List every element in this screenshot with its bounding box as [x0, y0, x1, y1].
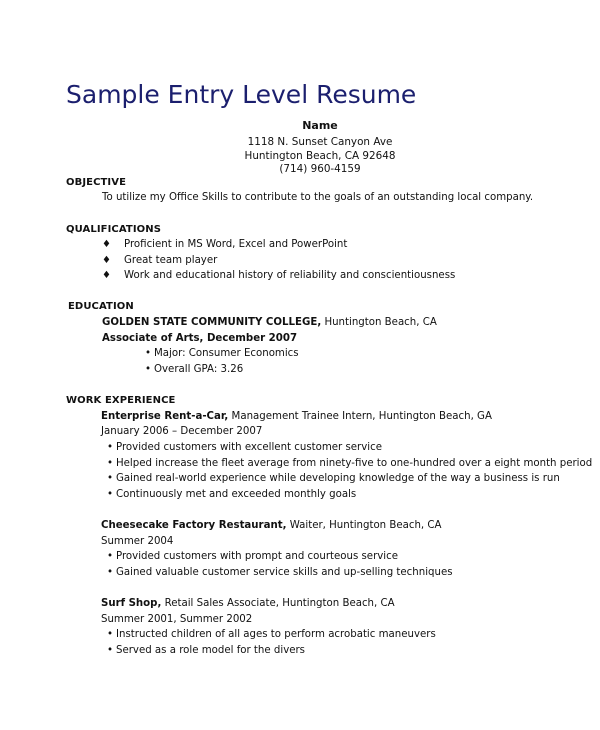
bullet-icon: •	[107, 551, 114, 562]
job-bullet: • Continuously met and exceeded monthly goals	[107, 489, 357, 500]
job-bullet: • Instructed children of all ages to perform acrobatic maneuvers	[107, 629, 436, 640]
job-role: Management Trainee Intern, Huntington Beach, GA	[228, 411, 492, 422]
qualification-item: ♦ Work and educational history of reliability and conscientiousness	[102, 270, 456, 281]
job-dates: January 2006 – December 2007	[101, 426, 263, 437]
diamond-bullet-icon: ♦	[102, 270, 111, 281]
contact-address-line2: Huntington Beach, CA 92648	[244, 150, 396, 162]
job-title-line	[101, 520, 442, 531]
job-company: Enterprise Rent-a-Car,	[101, 411, 229, 422]
job-bullet: • Provided customers with excellent customer service	[107, 442, 382, 453]
job-bullet: • Helped increase the fleet average from ninety-five to one-hundred over a eight month period	[107, 458, 593, 469]
diamond-bullet-icon: ♦	[102, 255, 111, 266]
bullet-icon: •	[107, 458, 114, 469]
education-school-line	[102, 317, 437, 328]
bullet-icon: •	[107, 567, 114, 578]
education-heading: EDUCATION	[68, 301, 134, 312]
qualifications-heading: QUALIFICATIONS	[66, 224, 162, 235]
education-detail: • Major: Consumer Economics	[145, 348, 299, 359]
job-dates: Summer 2004	[101, 536, 174, 547]
bullet-icon: •	[107, 489, 114, 500]
job-title-line	[101, 598, 395, 609]
bullet-icon: •	[145, 364, 152, 375]
contact-phone: (714) 960-4159	[279, 163, 361, 175]
bullet-icon: •	[145, 348, 152, 359]
education-detail: • Overall GPA: 3.26	[145, 364, 244, 375]
qualification-item: ♦ Great team player	[102, 255, 218, 266]
job-role: Retail Sales Associate, Huntington Beach, CA	[161, 598, 395, 609]
diamond-bullet-icon: ♦	[102, 239, 111, 250]
bullet-icon: •	[107, 473, 114, 484]
job-bullet: • Gained real-world experience while developing knowledge of the way a business is run	[107, 473, 560, 484]
job-company: Cheesecake Factory Restaurant,	[101, 520, 287, 531]
school-location: Huntington Beach, CA	[321, 317, 437, 328]
contact-address-line1: 1118 N. Sunset Canyon Ave	[247, 136, 393, 148]
objective-heading: OBJECTIVE	[66, 177, 127, 188]
school-name: GOLDEN STATE COMMUNITY COLLEGE,	[102, 317, 322, 328]
bullet-icon: •	[107, 645, 114, 656]
bullet-icon: •	[107, 442, 114, 453]
job-bullet: • Provided customers with prompt and courteous service	[107, 551, 398, 562]
job-bullet: • Served as a role model for the divers	[107, 645, 305, 656]
job-company: Surf Shop,	[101, 598, 162, 609]
job-bullet: • Gained valuable customer service skills and up-selling techniques	[107, 567, 453, 578]
objective-text: To utilize my Office Skills to contribute to the goals of an outstanding local company.	[102, 192, 534, 203]
bullet-icon: •	[107, 629, 114, 640]
contact-name: Name	[302, 119, 338, 132]
work-heading: WORK EXPERIENCE	[66, 395, 176, 406]
education-degree: Associate of Arts, December 2007	[102, 333, 298, 344]
job-title-line	[101, 411, 492, 422]
job-dates: Summer 2001, Summer 2002	[101, 614, 253, 625]
job-role: Waiter, Huntington Beach, CA	[286, 520, 442, 531]
resume-title: Sample Entry Level Resume	[66, 80, 417, 109]
qualification-item: ♦ Proficient in MS Word, Excel and PowerPoint	[102, 239, 348, 250]
